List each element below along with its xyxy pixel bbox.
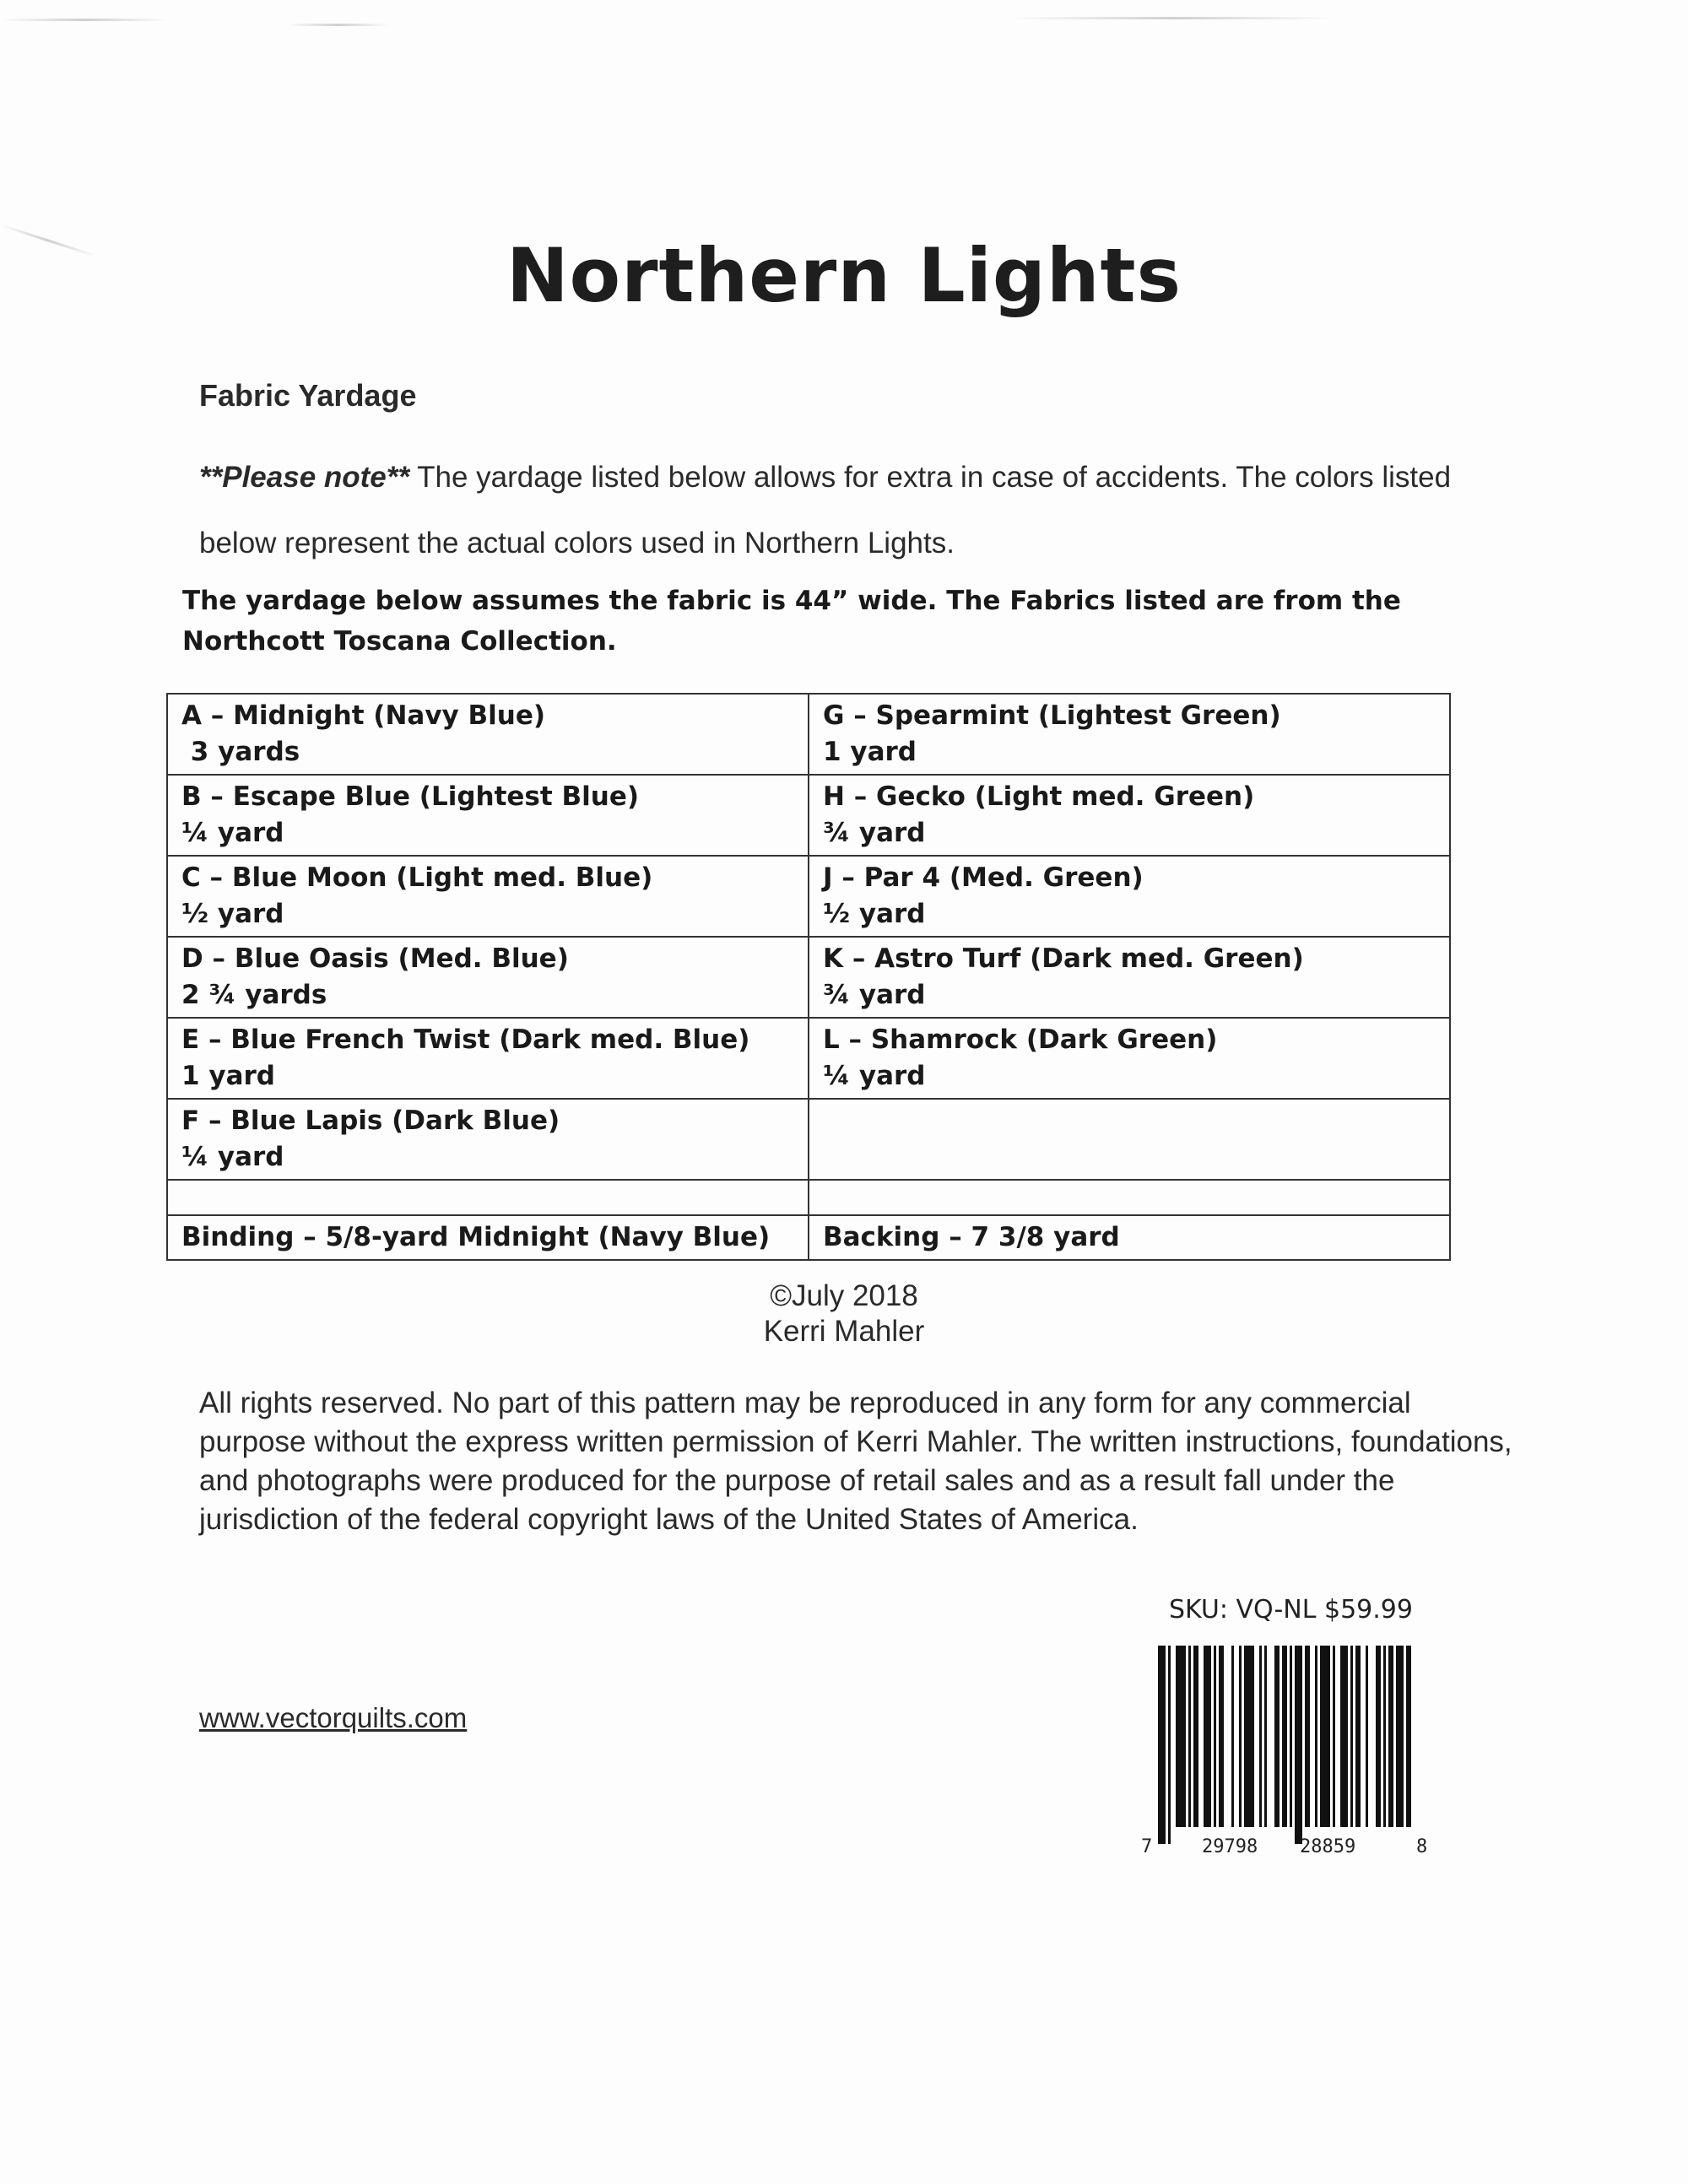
table-row bbox=[167, 775, 1450, 856]
fabric-cell bbox=[809, 1018, 1450, 1099]
barcode-bar bbox=[1366, 1646, 1368, 1827]
fabric-amount: 3 yards bbox=[181, 737, 300, 767]
table-row-empty bbox=[167, 1180, 1450, 1215]
fabric-name: F – Blue Lapis (Dark Blue) bbox=[181, 1106, 560, 1136]
fabric-amount: 1 yard bbox=[823, 737, 917, 767]
scan-artifact bbox=[0, 19, 169, 21]
fabric-name: L – Shamrock (Dark Green) bbox=[823, 1024, 1218, 1055]
empty-cell bbox=[167, 1180, 809, 1215]
barcode-lead-digit: 7 bbox=[1141, 1836, 1153, 1857]
fabric-cell bbox=[809, 1099, 1450, 1180]
fabric-amount: 2 ¾ yards bbox=[181, 980, 327, 1010]
fabric-cell bbox=[167, 694, 809, 775]
table-row bbox=[167, 694, 1450, 775]
barcode-bar bbox=[1376, 1646, 1381, 1827]
fabric-amount: 1 yard bbox=[181, 1061, 275, 1091]
fabric-amount: ¼ yard bbox=[181, 818, 284, 848]
scan-artifact bbox=[287, 24, 388, 26]
copyright-author: Kerri Mahler bbox=[763, 1315, 925, 1348]
fabric-cell bbox=[167, 937, 809, 1018]
barcode-bar bbox=[1383, 1646, 1386, 1827]
fabric-name: K – Astro Turf (Dark med. Green) bbox=[823, 943, 1304, 974]
barcode-bars bbox=[1158, 1646, 1411, 1844]
fabric-name: G – Spearmint (Lightest Green) bbox=[823, 700, 1281, 731]
section-heading: Fabric Yardage bbox=[199, 378, 417, 413]
barcode-bar bbox=[1193, 1646, 1198, 1827]
barcode-bar bbox=[1295, 1646, 1302, 1844]
sku-price: SKU: VQ-NL $59.99 bbox=[1169, 1595, 1413, 1624]
barcode-bar bbox=[1214, 1646, 1216, 1827]
fabric-amount: ½ yard bbox=[823, 899, 926, 929]
website-link[interactable]: www.vectorquilts.com bbox=[199, 1702, 468, 1733]
barcode-bar bbox=[1396, 1646, 1404, 1827]
barcode-check-digit: 8 bbox=[1416, 1836, 1428, 1857]
barcode-bar bbox=[1259, 1646, 1262, 1827]
copyright-block bbox=[0, 1279, 1688, 1349]
copyright-date: ©July 2018 bbox=[770, 1279, 918, 1312]
fabric-name: A – Midnight (Navy Blue) bbox=[181, 700, 546, 731]
fabric-cell bbox=[809, 937, 1450, 1018]
fabric-name: B – Escape Blue (Lightest Blue) bbox=[181, 781, 640, 812]
fabric-name: H – Gecko (Light med. Green) bbox=[823, 781, 1255, 812]
barcode-bar bbox=[1333, 1646, 1335, 1827]
barcode-bar bbox=[1168, 1646, 1171, 1844]
fabric-cell bbox=[809, 856, 1450, 937]
fabric-cell bbox=[167, 775, 809, 856]
empty-cell bbox=[809, 1180, 1450, 1215]
barcode-bar bbox=[1350, 1646, 1353, 1827]
barcode-bar bbox=[1158, 1646, 1166, 1844]
fabric-cell bbox=[809, 694, 1450, 775]
scan-artifact bbox=[1013, 17, 1334, 19]
barcode-bar bbox=[1231, 1646, 1234, 1827]
fabric-assumption: The yardage below assumes the fabric is 44” wide. The Fabrics listed are from the Northcott Toscana Collection. bbox=[182, 586, 1401, 657]
table-row bbox=[167, 1215, 1450, 1260]
fabric-name: J – Par 4 (Med. Green) bbox=[823, 862, 1144, 893]
fabric-amount: ¼ yard bbox=[181, 1142, 284, 1172]
binding-cell: Binding – 5/8-yard Midnight (Navy Blue) bbox=[167, 1215, 809, 1260]
yardage-table bbox=[166, 693, 1451, 1261]
fabric-name: E – Blue French Twist (Dark med. Blue) bbox=[181, 1024, 750, 1055]
fabric-cell bbox=[167, 856, 809, 937]
barcode-right-group: 28859 bbox=[1300, 1836, 1356, 1857]
backing-cell: Backing – 7 3/8 yard bbox=[809, 1215, 1450, 1260]
barcode bbox=[1141, 1646, 1428, 1865]
barcode-left-group: 29798 bbox=[1202, 1836, 1258, 1857]
barcode-bar bbox=[1320, 1646, 1330, 1827]
barcode-bar bbox=[1188, 1646, 1191, 1827]
barcode-bar bbox=[1274, 1646, 1280, 1827]
fabric-amount: ¾ yard bbox=[823, 980, 926, 1010]
barcode-bar bbox=[1315, 1646, 1317, 1827]
barcode-bar bbox=[1406, 1646, 1411, 1827]
rights-paragraph: All rights reserved. No part of this pattern may be reproduced in any form for any commercial purpose without the express written permission of Kerri Mahler. The written instructions, foundations, and photographs were produced for the purpose of retail sales and as a result fall under the jurisdiction of the federal copyright laws of the United States of America. bbox=[199, 1387, 1512, 1536]
note-paragraph bbox=[199, 445, 1499, 576]
barcode-bar bbox=[1290, 1646, 1292, 1827]
table-row bbox=[167, 856, 1450, 937]
barcode-bar bbox=[1176, 1646, 1186, 1827]
barcode-bar bbox=[1219, 1646, 1224, 1827]
table-row bbox=[167, 937, 1450, 1018]
fabric-cell bbox=[809, 775, 1450, 856]
note-emphasis: **Please note** bbox=[199, 461, 410, 494]
fabric-name: C – Blue Moon (Light med. Blue) bbox=[181, 862, 653, 893]
page-title: Northern Lights bbox=[506, 232, 1182, 319]
barcode-bar bbox=[1340, 1646, 1348, 1827]
table-row bbox=[167, 1018, 1450, 1099]
barcode-bar bbox=[1388, 1646, 1393, 1827]
barcode-bar bbox=[1244, 1646, 1254, 1827]
barcode-bar bbox=[1264, 1646, 1267, 1827]
fabric-amount: ¾ yard bbox=[823, 818, 926, 848]
note-text: The yardage listed below allows for extra in case of accidents. The colors listed below represent the actual colors used in Northern Lights. bbox=[199, 461, 1452, 560]
barcode-bar bbox=[1239, 1646, 1242, 1827]
barcode-bar bbox=[1282, 1646, 1287, 1827]
table-row bbox=[167, 1099, 1450, 1180]
fabric-name: D – Blue Oasis (Med. Blue) bbox=[181, 943, 569, 974]
fabric-amount: ¼ yard bbox=[823, 1061, 926, 1091]
barcode-bar bbox=[1204, 1646, 1211, 1827]
fabric-amount: ½ yard bbox=[181, 899, 284, 929]
fabric-cell bbox=[167, 1099, 809, 1180]
barcode-bar bbox=[1305, 1646, 1310, 1827]
barcode-bar bbox=[1355, 1646, 1361, 1827]
fabric-cell bbox=[167, 1018, 809, 1099]
